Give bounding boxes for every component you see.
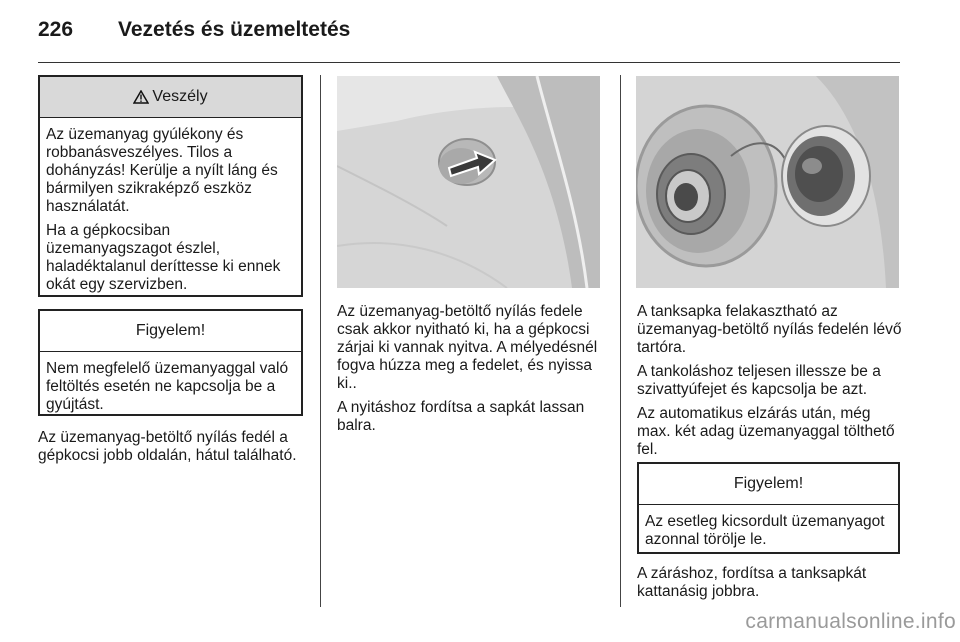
notice-box: [637, 462, 900, 554]
body-paragraph: A tankoláshoz teljesen illessze be a szivattyúfejet és kapcsolja be azt.: [637, 363, 881, 398]
danger-box: [38, 75, 303, 297]
watermark: carmanualsonline.info: [745, 610, 956, 633]
page-number: 226: [38, 18, 74, 41]
fuel-flap-location-text: [38, 429, 308, 471]
notice-box-title: Figyelem!: [733, 475, 804, 492]
warning-triangle-icon: [133, 90, 149, 104]
notice-text: Nem megfelelő üzemanyaggal való feltöltés esetén ne kapcsolja be a gyújtást.: [46, 360, 289, 413]
closing-text: [637, 565, 902, 607]
danger-paragraph: Ha a gépkocsiban üzemanyagszagot észlel, haladéktalanul deríttesse ki ennek okát egy szervizben.: [46, 222, 281, 293]
fuel-cap-text: [637, 303, 907, 465]
notice-box-body: [40, 352, 301, 420]
danger-box-title: Veszély: [152, 88, 208, 105]
body-paragraph: Az üzemanyag-betöltő nyílás fedele csak akkor nyitható ki, ha a gépkocsi zárjai ki vannak nyitva. A mélyedésnél fogva húzza meg a fedelet, és nyissa ki..: [337, 303, 598, 392]
notice-box-body: [639, 505, 898, 555]
body-paragraph: Az automatikus elzárás után, még max. két adag üzemanyaggal tölthető fel.: [637, 405, 895, 458]
column-divider-2: [620, 75, 621, 607]
body-paragraph: Az üzemanyag-betöltő nyílás fedél a gépkocsi jobb oldalán, hátul található.: [38, 429, 297, 464]
danger-paragraph: Az üzemanyag gyúlékony és robbanásveszélyes. Tilos a dohányzás! Kerülje a nyílt láng és bármilyen szikraképző eszköz használatát.: [46, 126, 278, 215]
notice-box-title: Figyelem!: [135, 322, 206, 339]
column-divider-1: [320, 75, 321, 607]
notice-text: Az esetleg kicsordult üzemanyagot azonnal törölje le.: [645, 513, 885, 548]
header-rule: [38, 62, 900, 63]
body-paragraph: A záráshoz, fordítsa a tanksapkát kattanásig jobbra.: [637, 565, 867, 600]
danger-box-header: [40, 77, 301, 118]
notice-box-header: [639, 464, 898, 505]
notice-box: [38, 309, 303, 416]
fuel-flap-photo: [337, 76, 600, 288]
body-paragraph: A tanksapka felakasztható az üzemanyag-betöltő nyílás fedelén lévő tartóra.: [637, 303, 902, 356]
danger-box-body: [40, 118, 301, 300]
body-paragraph: A nyitáshoz fordítsa a sapkát lassan balra.: [337, 399, 585, 434]
notice-box-header: [40, 311, 301, 352]
page-title: Vezetés és üzemeltetés: [118, 18, 351, 41]
fuel-cap-photo: [636, 76, 899, 288]
fuel-flap-open-text: [337, 303, 607, 441]
